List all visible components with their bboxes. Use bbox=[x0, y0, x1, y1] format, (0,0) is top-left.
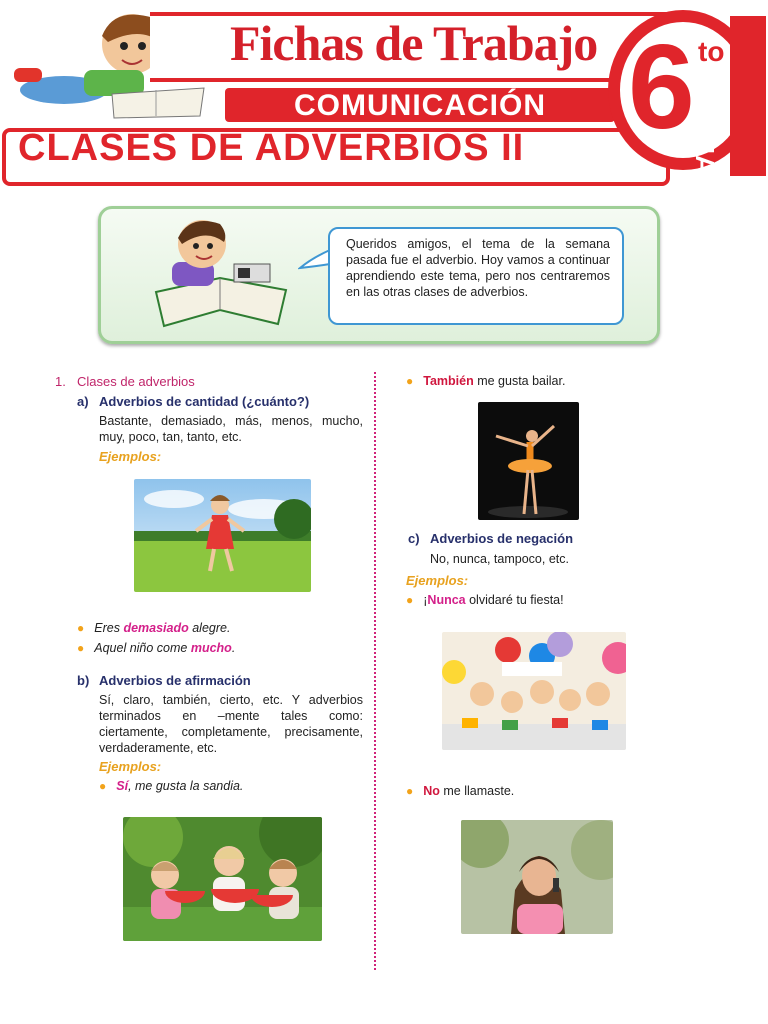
level-strip bbox=[730, 16, 766, 176]
worksheet-header bbox=[0, 0, 768, 223]
adverb-keyword: También bbox=[423, 374, 474, 388]
subsection-c-letter: c) bbox=[408, 531, 420, 546]
bullet-icon: ● bbox=[77, 621, 85, 635]
bullet-icon: ● bbox=[77, 641, 85, 655]
subsection-c-examples-label: Ejemplos: bbox=[406, 573, 469, 588]
subsection-b-title: Adverbios de afirmación bbox=[99, 673, 251, 688]
birthday-party-photo bbox=[442, 632, 626, 750]
section-title: Clases de adverbios bbox=[77, 374, 195, 389]
adverb-keyword: mucho bbox=[190, 641, 232, 655]
adverb-keyword: Sí bbox=[116, 779, 129, 793]
bullet-icon: ● bbox=[99, 779, 107, 793]
example-text: ¡ bbox=[423, 593, 428, 607]
bullet-icon: ● bbox=[406, 784, 414, 798]
subsection-c-text: No, nunca, tampoco, etc. bbox=[430, 552, 569, 566]
section-number: 1. bbox=[55, 374, 66, 389]
example-text: olvidaré tu fiesta! bbox=[465, 593, 564, 607]
example-c2 bbox=[406, 784, 514, 798]
subsection-a-title: Adverbios de cantidad (¿cuánto?) bbox=[99, 394, 310, 409]
subsection-c-title: Adverbios de negación bbox=[430, 531, 574, 546]
grade-suffix: to bbox=[698, 36, 725, 67]
ballerina-photo bbox=[478, 402, 579, 520]
kids-eating-watermelon-photo bbox=[123, 817, 322, 941]
example-text: alegre. bbox=[188, 621, 231, 635]
example-text: . bbox=[231, 641, 236, 655]
adverb-keyword: Nunca bbox=[427, 593, 466, 607]
bullet-icon: ● bbox=[406, 593, 414, 607]
subsection-b-letter: b) bbox=[77, 673, 90, 688]
example-a2 bbox=[77, 641, 235, 655]
adverb-keyword: demasiado bbox=[123, 621, 189, 635]
example-text: , me gusta la sandia. bbox=[128, 779, 244, 793]
example-c1 bbox=[406, 593, 564, 607]
example-a1 bbox=[77, 621, 230, 635]
speech-bubble-tail bbox=[298, 248, 332, 270]
column-divider bbox=[374, 372, 376, 970]
subsection-a-examples-label: Ejemplos: bbox=[99, 449, 162, 464]
boy-with-book-illustration bbox=[150, 214, 290, 332]
example-text: Eres bbox=[94, 621, 124, 635]
example-b1 bbox=[99, 779, 243, 793]
example-tambien bbox=[406, 374, 565, 388]
subsection-a-text: Bastante, demasiado, más, menos, mucho, muy, poco, tan, tanto, etc. bbox=[99, 414, 363, 444]
grade-number: 6 bbox=[628, 20, 695, 154]
level-label: PRIMARIA bbox=[690, 86, 720, 223]
girl-jumping-photo bbox=[134, 479, 311, 592]
series-title: Fichas de Trabajo bbox=[230, 15, 598, 71]
subsection-a-letter: a) bbox=[77, 394, 89, 409]
example-text: Aquel niño come bbox=[94, 641, 191, 655]
bullet-icon: ● bbox=[406, 374, 414, 388]
subsection-b-text: Sí, claro, también, cierto, etc. Y adverbios terminados en –mente tales como: ciertamente, completamente, precisamente, verdaderamente, etc. bbox=[99, 693, 363, 755]
subsection-b-examples-label: Ejemplos: bbox=[99, 759, 162, 774]
adverb-keyword: No bbox=[423, 784, 440, 798]
example-text: me llamaste. bbox=[439, 784, 515, 798]
example-text: me gusta bailar. bbox=[473, 374, 566, 388]
intro-text: Queridos amigos, el tema de la semana pasada fue el adverbio. Hoy vamos a continuar aprendiendo este tema, pero nos centraremos en las otras clases de adverbios. bbox=[346, 237, 610, 299]
page-title: CLASES DE ADVERBIOS II bbox=[18, 127, 525, 169]
subject-label: COMUNICACIÓN bbox=[294, 89, 546, 122]
girl-on-phone-photo bbox=[461, 820, 613, 934]
